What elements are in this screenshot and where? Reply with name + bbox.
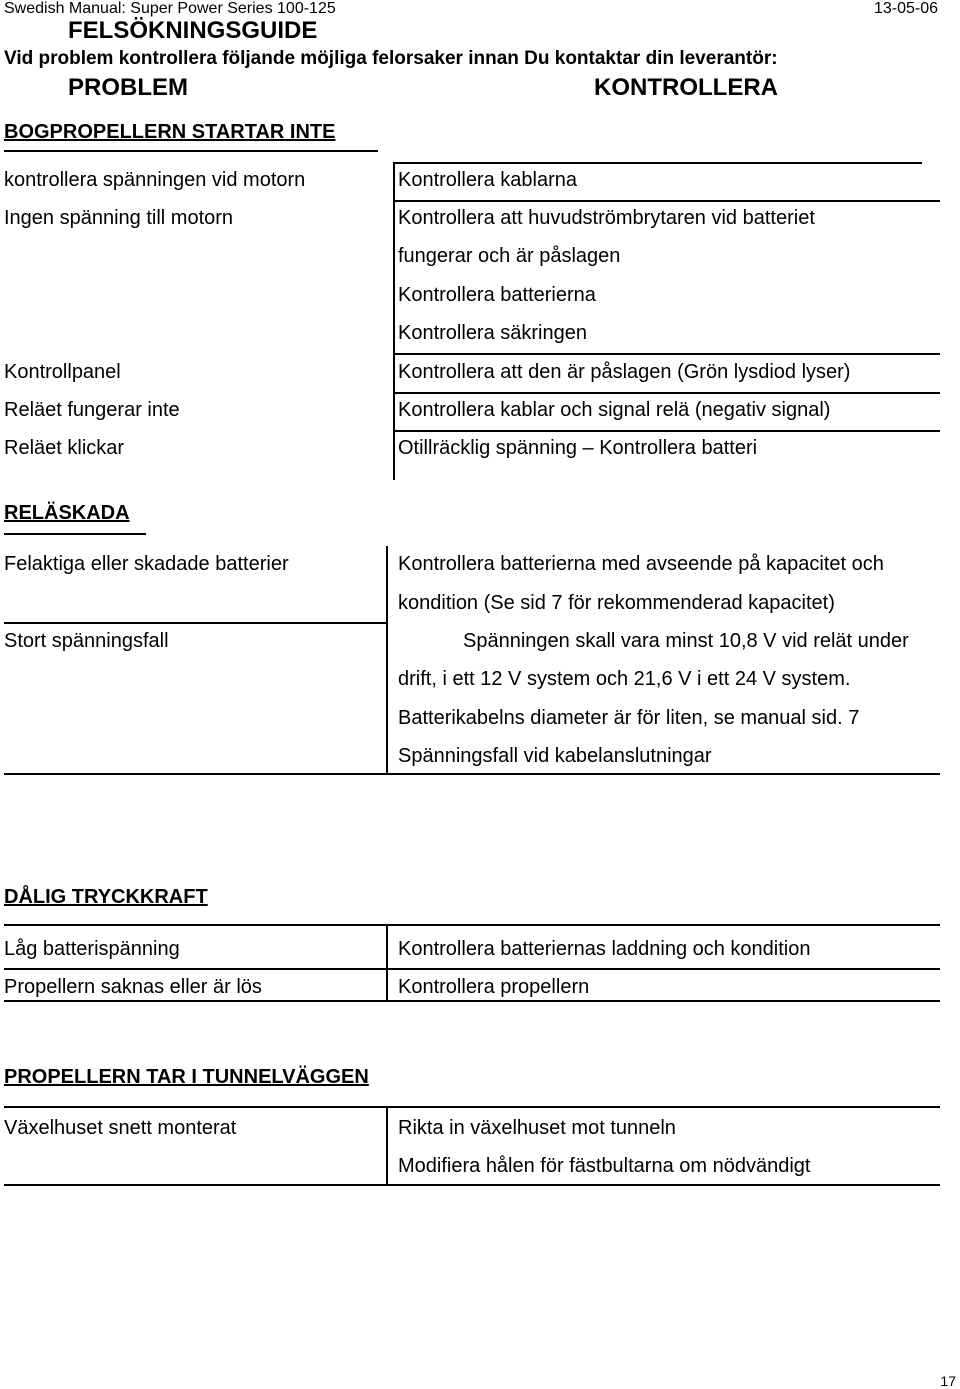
column-divider [393,162,395,480]
section-heading: PROPELLERN TAR I TUNNELVÄGGEN [4,1066,369,1088]
check-item: Kontrollera batterierna med avseende på kapacitet och [398,553,884,575]
problem-item: Ingen spänning till motorn [4,207,234,229]
problem-item: Propellern saknas eller är lös [4,976,262,998]
problem-item: Reläet klickar [4,437,125,459]
row-rule [394,430,940,432]
heading-rule [4,150,378,152]
problem-item: Felaktiga eller skadade batterier [4,553,289,575]
problem-item: Stort spänningsfall [4,630,169,652]
check-item: Kontrollera att huvudströmbrytaren vid batteriet [398,207,815,229]
running-header-date: 13-05-06 [873,0,938,17]
running-header-title: Swedish Manual: Super Power Series 100-125 [4,0,336,17]
row-rule [4,773,940,775]
row-rule [394,353,940,355]
intro-text: Vid problem kontrollera följande möjliga felorsaker innan Du kontaktar din leverantör: [4,48,778,69]
row-rule [4,924,940,926]
section-heading: DÅLIG TRYCKKRAFT [4,886,208,908]
column-heading-check: KONTROLLERA [594,74,778,101]
row-rule [4,622,386,624]
row-rule [4,1184,940,1186]
check-item: Spänningen skall vara minst 10,8 V vid relät under [463,630,909,652]
check-item: Modifiera hålen för fästbultarna om nödvändigt [398,1155,811,1177]
column-heading-problem: PROBLEM [68,74,188,101]
page-number: 17 [940,1373,956,1389]
problem-item: Växelhuset snett monterat [4,1117,237,1139]
check-item: Kontrollera batteriernas laddning och kondition [398,938,811,960]
check-item: Batterikabelns diameter är för liten, se manual sid. 7 [398,707,860,729]
check-item: Otillräcklig spänning – Kontrollera batteri [398,437,758,459]
check-item: Kontrollera kablarna [398,169,577,191]
row-rule [394,200,940,202]
check-item: drift, i ett 12 V system och 21,6 V i ett 24 V system. [398,668,851,690]
problem-item: Låg batterispänning [4,938,180,960]
problem-item: Kontrollpanel [4,361,121,383]
problem-item: kontrollera spänningen vid motorn [4,169,306,191]
check-item: Rikta in växelhuset mot tunneln [398,1117,676,1139]
check-item: Spänningsfall vid kabelanslutningar [398,745,712,767]
check-item: Kontrollera kablar och signal relä (negativ signal) [398,399,831,421]
section-heading: RELÄSKADA [4,502,130,524]
check-item: Kontrollera säkringen [398,322,587,344]
check-item: Kontrollera batterierna [398,284,596,306]
column-divider [386,924,388,1000]
page-title: FELSÖKNINGSGUIDE [68,17,318,44]
check-item: Kontrollera propellern [398,976,590,998]
check-item: Kontrollera att den är påslagen (Grön lysdiod lyser) [398,361,851,383]
heading-rule [4,533,146,535]
column-divider [386,546,388,774]
row-rule [394,392,940,394]
row-rule [4,1106,940,1108]
check-item: fungerar och är påslagen [398,245,621,267]
check-item: kondition (Se sid 7 för rekommenderad kapacitet) [398,592,835,614]
column-divider [386,1106,388,1184]
problem-item: Reläet fungerar inte [4,399,180,421]
section-heading: BOGPROPELLERN STARTAR INTE [4,121,336,143]
check-rule [394,162,922,164]
row-rule [4,968,940,970]
row-rule [4,1000,940,1002]
